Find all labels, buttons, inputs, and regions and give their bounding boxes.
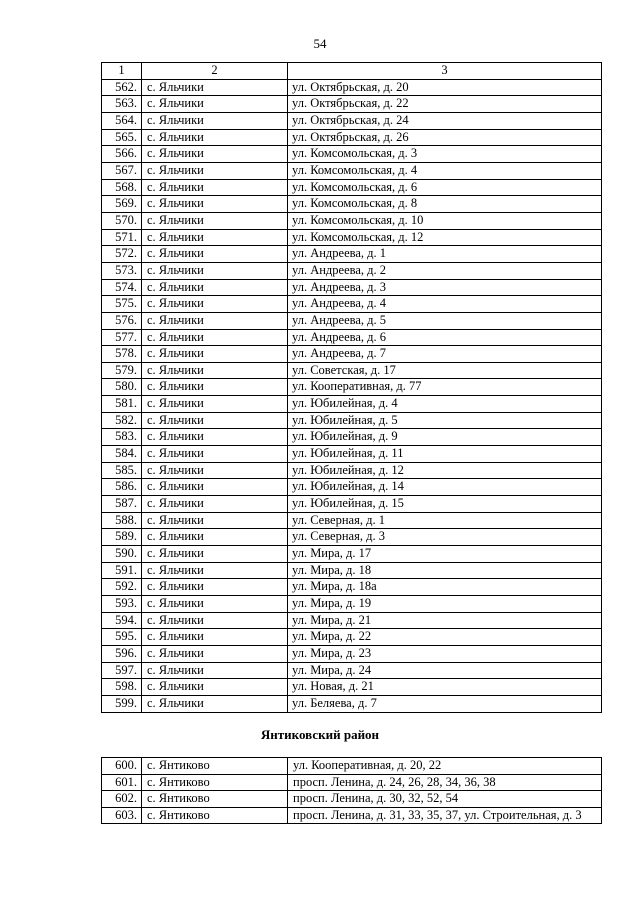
row-address: просп. Ленина, д. 24, 26, 28, 34, 36, 38 — [288, 774, 602, 791]
table-row — [102, 446, 602, 463]
row-address: ул. Мира, д. 18а — [288, 579, 602, 596]
row-settlement: с. Яльчики — [142, 529, 288, 546]
row-address: ул. Октябрьская, д. 26 — [288, 129, 602, 146]
row-settlement: с. Янтиково — [142, 774, 288, 791]
row-settlement: с. Яльчики — [142, 279, 288, 296]
table-row — [102, 179, 602, 196]
row-number: 599. — [102, 695, 142, 712]
row-address: ул. Комсомольская, д. 10 — [288, 212, 602, 229]
row-number: 567. — [102, 162, 142, 179]
column-header: 3 — [288, 63, 602, 80]
row-number: 569. — [102, 196, 142, 213]
table-row — [102, 512, 602, 529]
row-settlement: с. Яльчики — [142, 296, 288, 313]
table-row — [102, 645, 602, 662]
row-settlement: с. Яльчики — [142, 579, 288, 596]
row-address: ул. Юбилейная, д. 5 — [288, 412, 602, 429]
row-address: ул. Кооперативная, д. 20, 22 — [288, 758, 602, 775]
row-number: 571. — [102, 229, 142, 246]
row-number: 573. — [102, 262, 142, 279]
table-row — [102, 296, 602, 313]
row-number: 581. — [102, 396, 142, 413]
row-address: ул. Мира, д. 22 — [288, 629, 602, 646]
table-row — [102, 807, 602, 824]
page-number: 54 — [313, 36, 327, 51]
row-settlement: с. Яльчики — [142, 312, 288, 329]
row-address: ул. Мира, д. 19 — [288, 596, 602, 613]
row-number: 574. — [102, 279, 142, 296]
row-settlement: с. Яльчики — [142, 346, 288, 363]
row-number: 576. — [102, 312, 142, 329]
row-settlement: с. Яльчики — [142, 496, 288, 513]
row-address: ул. Октябрьская, д. 20 — [288, 79, 602, 96]
table-row — [102, 479, 602, 496]
row-number: 587. — [102, 496, 142, 513]
row-settlement: с. Яльчики — [142, 146, 288, 163]
row-number: 598. — [102, 679, 142, 696]
row-number: 583. — [102, 429, 142, 446]
addresses-table-body — [102, 63, 602, 713]
row-address: ул. Октябрьская, д. 22 — [288, 96, 602, 113]
row-number: 596. — [102, 645, 142, 662]
row-settlement: с. Яльчики — [142, 112, 288, 129]
row-settlement: с. Яльчики — [142, 629, 288, 646]
row-address: ул. Мира, д. 17 — [288, 546, 602, 563]
row-number: 585. — [102, 462, 142, 479]
row-address: ул. Комсомольская, д. 12 — [288, 229, 602, 246]
row-number: 568. — [102, 179, 142, 196]
row-settlement: с. Яльчики — [142, 262, 288, 279]
row-settlement: с. Янтиково — [142, 758, 288, 775]
row-address: ул. Мира, д. 18 — [288, 562, 602, 579]
row-settlement: с. Яльчики — [142, 412, 288, 429]
row-address: просп. Ленина, д. 31, 33, 35, 37, ул. Строительная, д. 3 — [288, 807, 602, 824]
row-address: ул. Юбилейная, д. 4 — [288, 396, 602, 413]
row-number: 578. — [102, 346, 142, 363]
table-row — [102, 462, 602, 479]
row-settlement: с. Яльчики — [142, 396, 288, 413]
row-settlement: с. Яльчики — [142, 596, 288, 613]
row-number: 562. — [102, 79, 142, 96]
row-settlement: с. Янтиково — [142, 791, 288, 808]
row-settlement: с. Яльчики — [142, 229, 288, 246]
column-header: 2 — [142, 63, 288, 80]
row-settlement: с. Яльчики — [142, 645, 288, 662]
table-row — [102, 129, 602, 146]
row-address: ул. Мира, д. 23 — [288, 645, 602, 662]
table-row — [102, 612, 602, 629]
row-address: ул. Беляева, д. 7 — [288, 695, 602, 712]
row-settlement: с. Яльчики — [142, 462, 288, 479]
table-row — [102, 695, 602, 712]
row-settlement: с. Янтиково — [142, 807, 288, 824]
row-address: ул. Андреева, д. 4 — [288, 296, 602, 313]
row-number: 584. — [102, 446, 142, 463]
table-row — [102, 196, 602, 213]
table-row — [102, 596, 602, 613]
row-address: ул. Юбилейная, д. 15 — [288, 496, 602, 513]
row-settlement: с. Яльчики — [142, 679, 288, 696]
table-row — [102, 246, 602, 263]
table-row — [102, 774, 602, 791]
row-number: 593. — [102, 596, 142, 613]
row-address: ул. Комсомольская, д. 3 — [288, 146, 602, 163]
section-title: Янтиковский район — [260, 727, 380, 742]
section-addresses-table — [101, 757, 602, 824]
table-row — [102, 579, 602, 596]
row-address: ул. Юбилейная, д. 12 — [288, 462, 602, 479]
row-settlement: с. Яльчики — [142, 129, 288, 146]
table-row — [102, 679, 602, 696]
row-address: ул. Советская, д. 17 — [288, 362, 602, 379]
row-number: 577. — [102, 329, 142, 346]
row-address: ул. Комсомольская, д. 4 — [288, 162, 602, 179]
table-row — [102, 212, 602, 229]
table-row — [102, 412, 602, 429]
table-row — [102, 262, 602, 279]
row-number: 564. — [102, 112, 142, 129]
row-number: 602. — [102, 791, 142, 808]
table-row — [102, 362, 602, 379]
row-settlement: с. Яльчики — [142, 662, 288, 679]
row-number: 572. — [102, 246, 142, 263]
row-number: 579. — [102, 362, 142, 379]
row-number: 603. — [102, 807, 142, 824]
table-row — [102, 562, 602, 579]
table-row — [102, 662, 602, 679]
row-settlement: с. Яльчики — [142, 179, 288, 196]
section-addresses-table-body — [102, 758, 602, 824]
row-address: ул. Мира, д. 21 — [288, 612, 602, 629]
table-row — [102, 229, 602, 246]
row-address: ул. Северная, д. 3 — [288, 529, 602, 546]
row-address: ул. Андреева, д. 6 — [288, 329, 602, 346]
row-number: 586. — [102, 479, 142, 496]
row-settlement: с. Яльчики — [142, 196, 288, 213]
row-settlement: с. Яльчики — [142, 429, 288, 446]
row-settlement: с. Яльчики — [142, 446, 288, 463]
row-settlement: с. Яльчики — [142, 212, 288, 229]
row-address: ул. Комсомольская, д. 8 — [288, 196, 602, 213]
table-row — [102, 146, 602, 163]
table-row — [102, 312, 602, 329]
row-number: 589. — [102, 529, 142, 546]
row-address: ул. Андреева, д. 3 — [288, 279, 602, 296]
row-settlement: с. Яльчики — [142, 612, 288, 629]
table-row — [102, 379, 602, 396]
table-row — [102, 96, 602, 113]
row-settlement: с. Яльчики — [142, 96, 288, 113]
row-address: ул. Андреева, д. 7 — [288, 346, 602, 363]
row-number: 570. — [102, 212, 142, 229]
row-address: ул. Андреева, д. 5 — [288, 312, 602, 329]
row-number: 580. — [102, 379, 142, 396]
table-row — [102, 758, 602, 775]
row-number: 566. — [102, 146, 142, 163]
row-number: 582. — [102, 412, 142, 429]
row-settlement: с. Яльчики — [142, 695, 288, 712]
table-row — [102, 629, 602, 646]
row-number: 563. — [102, 96, 142, 113]
row-number: 590. — [102, 546, 142, 563]
row-address: ул. Новая, д. 21 — [288, 679, 602, 696]
table-row — [102, 329, 602, 346]
row-address: ул. Мира, д. 24 — [288, 662, 602, 679]
row-settlement: с. Яльчики — [142, 512, 288, 529]
row-number: 600. — [102, 758, 142, 775]
row-address: ул. Комсомольская, д. 6 — [288, 179, 602, 196]
row-settlement: с. Яльчики — [142, 362, 288, 379]
row-settlement: с. Яльчики — [142, 379, 288, 396]
row-address: ул. Кооперативная, д. 77 — [288, 379, 602, 396]
row-number: 601. — [102, 774, 142, 791]
table-header-row — [102, 63, 602, 80]
table-row — [102, 346, 602, 363]
row-address: ул. Юбилейная, д. 11 — [288, 446, 602, 463]
table-row — [102, 396, 602, 413]
row-number: 588. — [102, 512, 142, 529]
row-settlement: с. Яльчики — [142, 479, 288, 496]
row-settlement: с. Яльчики — [142, 562, 288, 579]
row-number: 592. — [102, 579, 142, 596]
table-row — [102, 279, 602, 296]
row-settlement: с. Яльчики — [142, 329, 288, 346]
table-row — [102, 112, 602, 129]
addresses-table — [101, 62, 602, 713]
row-number: 595. — [102, 629, 142, 646]
table-row — [102, 791, 602, 808]
table-row — [102, 546, 602, 563]
row-settlement: с. Яльчики — [142, 546, 288, 563]
row-address: ул. Андреева, д. 1 — [288, 246, 602, 263]
row-number: 594. — [102, 612, 142, 629]
row-address: ул. Северная, д. 1 — [288, 512, 602, 529]
table-row — [102, 429, 602, 446]
row-address: ул. Юбилейная, д. 9 — [288, 429, 602, 446]
row-number: 591. — [102, 562, 142, 579]
row-settlement: с. Яльчики — [142, 246, 288, 263]
table-row — [102, 79, 602, 96]
row-address: ул. Октябрьская, д. 24 — [288, 112, 602, 129]
column-header: 1 — [102, 63, 142, 80]
row-address: ул. Андреева, д. 2 — [288, 262, 602, 279]
row-address: просп. Ленина, д. 30, 32, 52, 54 — [288, 791, 602, 808]
table-row — [102, 496, 602, 513]
table-row — [102, 162, 602, 179]
row-number: 597. — [102, 662, 142, 679]
row-settlement: с. Яльчики — [142, 162, 288, 179]
row-address: ул. Юбилейная, д. 14 — [288, 479, 602, 496]
table-row — [102, 529, 602, 546]
row-settlement: с. Яльчики — [142, 79, 288, 96]
row-number: 565. — [102, 129, 142, 146]
row-number: 575. — [102, 296, 142, 313]
